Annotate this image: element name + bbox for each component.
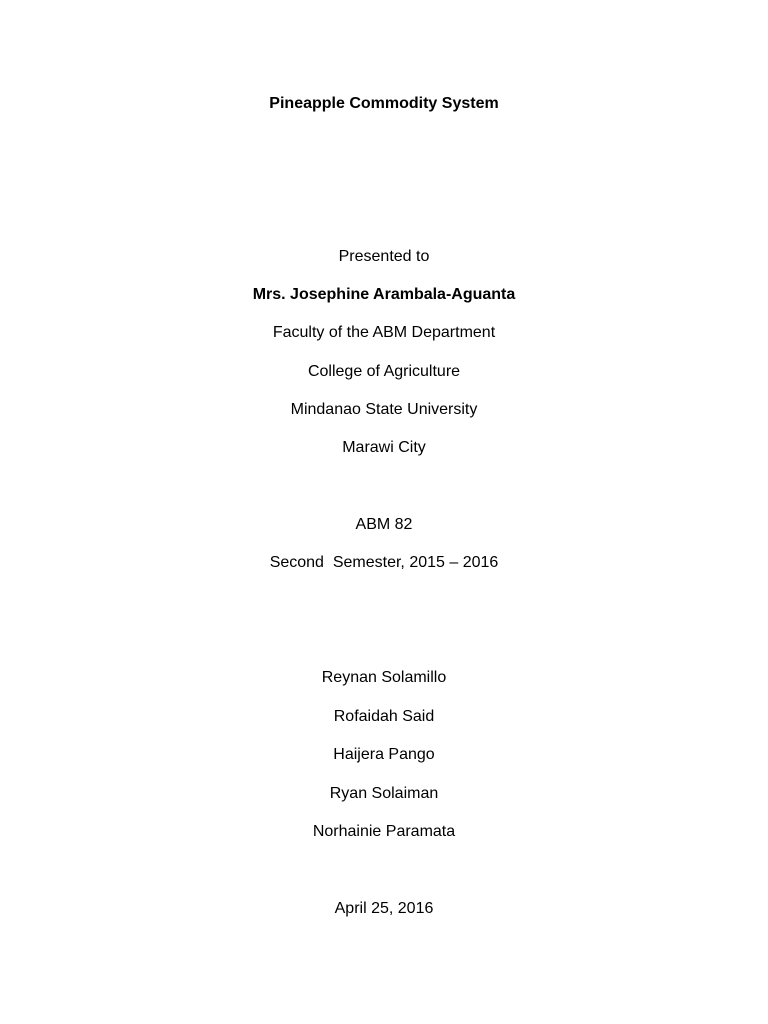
recipient-college: College of Agriculture [307, 363, 461, 380]
recipient-name: Mrs. Josephine Arambala-Aguanta [252, 286, 516, 303]
recipient-position: Faculty of the ABM Department [272, 324, 496, 341]
document-date: April 25, 2016 [334, 900, 434, 917]
author-name: Haijera Pango [333, 746, 435, 763]
author-name: Ryan Solaiman [329, 785, 439, 802]
document-title: Pineapple Commodity System [269, 95, 499, 112]
recipient-university: Mindanao State University [290, 401, 478, 418]
course-term: Second Semester, 2015 – 2016 [269, 554, 499, 571]
course-code: ABM 82 [355, 516, 413, 533]
author-name: Norhainie Paramata [312, 823, 456, 840]
author-name: Rofaidah Said [333, 708, 435, 725]
recipient-city: Marawi City [342, 439, 426, 456]
presented-to-label: Presented to [338, 248, 430, 265]
author-name: Reynan Solamillo [321, 669, 447, 686]
